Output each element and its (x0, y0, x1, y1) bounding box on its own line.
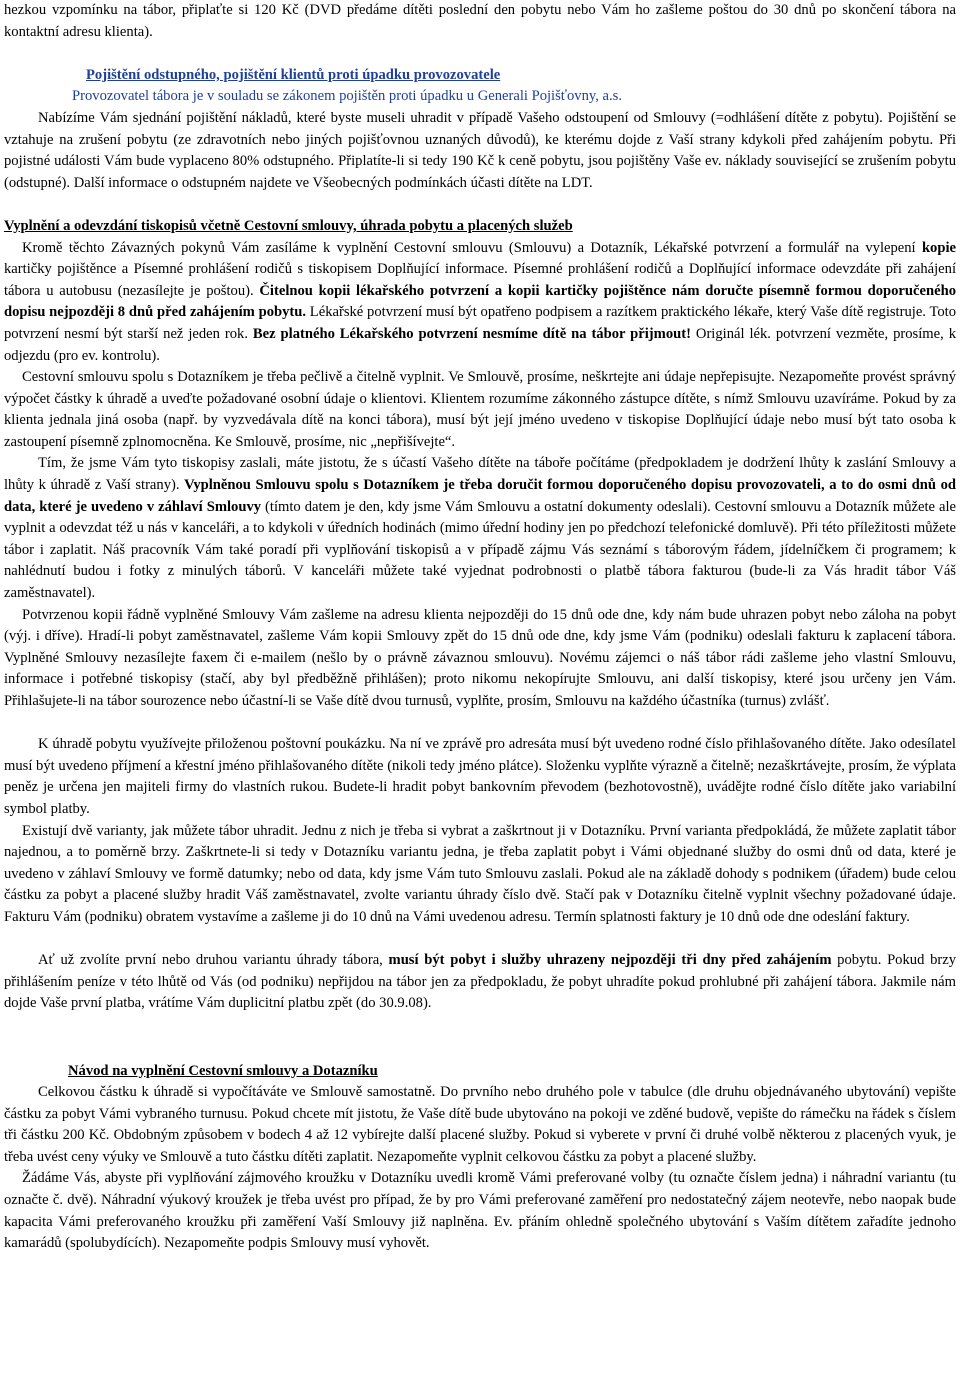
insurance-subtitle-text: Provozovatel tábora je v souladu se zákonem pojištěn proti úpadku u Generali Pojišťovny, a.s. (72, 88, 623, 105)
insurance-subtitle (4, 86, 956, 108)
insurance-heading (4, 65, 956, 87)
spacer (4, 194, 956, 216)
guide-heading (4, 1061, 956, 1083)
spacer (4, 1015, 956, 1039)
forms-paragraph-3 (4, 453, 956, 604)
payment-p3-c: pobytu. Pokud brzy přihlášením peníze v této lhůtě od Vás (od podniku) nepřijdou na tábor jen za předpokladu, že pobyt uhradíte pokud prohlubné při zahájení tábora. Jakmile nám dojde Vaše první platba, vrátíme Vám duplicitní platbu zpět (do 30.9.08). (4, 952, 957, 1012)
payment-p3-b: musí být pobyt i služby uhrazeny nejpozději tři dny před zahájením (388, 952, 832, 969)
forms-p1-e: Lékařské potvrzení musí být opatřeno podpisem a razítkem praktického lékaře, který Vaše dítě registruje. Toto potvrzení nesmí být starší než jeden rok. (4, 304, 956, 342)
intro-paragraph: hezkou vzpomínku na tábor, připlaťte si 120 Kč (DVD předáme dítěti poslední den pobytu nebo Vám ho zašleme poštou do 30 dnů po skončení tábora na kontaktní adresu klienta). (4, 2, 956, 40)
guide-paragraph-2: Žádáme Vás, abyste při vyplňování zájmového kroužku v Dotazníku uvedli kromě Vámi preferované volby (tu označte číslem jedna) i náhradní variantu (tu označte č. dvě). Náhradní výukový kroužek je třeba uvést pro případ, že by pro Vámi preferované zaměření pro nedostatečný zájem neotevře, nebo naopak bude kapacita Vámi preferovaného kroužku při zaměření Vaší Smlouvy již naplněna. Ev. přáním ohledně společného ubytování s Vaším dítětem zařadíte jednoho kamarádů (spolubydících). Nezapomeňte podpis Smlouvy musí vyhovět. (4, 1170, 956, 1252)
forms-p1-a: Kromě těchto Závazných pokynů Vám zasíláme k vyplnění Cestovní smlouvu (Smlouvu) a Dotazník, Lékařské potvrzení a formulář na vylepení (22, 239, 922, 256)
payment-paragraph-3 (4, 950, 956, 1015)
forms-heading (4, 216, 956, 238)
spacer (4, 929, 956, 951)
forms-p3-a: Tím, že jsme Vám tyto tiskopisy zaslali, máte jistotu, že s účastí Vašeho dítěte na táboře počítáme (předpokladem je dodržení lhůty k zaslání Smlouvy a lhůty k úhradě z Vaší strany). (4, 455, 956, 494)
spacer (4, 1039, 956, 1061)
forms-p1-g: Originál lék. potvrzení vezměte, prosíme, k odjezdu (pro ev. kontrolu). (4, 325, 957, 364)
forms-p1-b: kopie (921, 239, 956, 256)
guide-paragraph-1: Celkovou částku k úhradě si vypočítáváte ve Smlouvě samostatně. Do prvního nebo druhého pole v tabulce (dle druhu objednávaného ubytování) vepište částku za pobyt Vámi vybraného turnusu. Pokud chcete mít jistotu, že Vaše dítě bude ubytováno na pokoji ve zděné budově, vepište do rámečku na řádek s číslem tři částku 200 Kč. Obdobným způsobem v bodech 4 až 12 vybírejte další placené služby. Pokud si vyberete v první či druhé volbě některou z placených vyuk, je třeba uvést ceny výuky ve Smlouvě a tuto částku dítěti zaplatit. Nezapomeňte vyplnit celkovou částku za pobyt a placené služby. (4, 1084, 956, 1165)
spacer (4, 713, 956, 735)
forms-title: Vyplnění a odevzdání tiskopisů včetně Cestovní smlouvy, úhrada pobytu a placených služeb (4, 217, 573, 234)
forms-p3-b: Vyplněnou Smlouvu spolu s Dotazníkem je třeba doručit formou doporučeného dopisu provozovateli, a to do osmi dnů od data, které je uvedeno v záhlaví Smlouvy (4, 477, 957, 515)
payment-p3-a: Ať už zvolíte první nebo druhou variantu úhrady tábora, (38, 952, 389, 969)
insurance-body: Nabízíme Vám sjednání pojištění nákladů, které byste museli uhradit v případě Vašeho odstoupení od Smlouvy (=odhlášení dítěte z pobytu). Pojištění se vztahuje na zrušení pobytu (ze zdravotních nebo jiných pojišťovnou uznaných důvodů), ke kterému dojde z Vaší strany kdykoli před zahájením pobytu. Při pojistné události Vám bude vyplaceno 80% odstupného. Připlatíte-li si tedy 190 Kč k ceně pobytu, jsou pojištěny Vaše ev. náklady související se zrušením pobytu (odstupné). Další informace o odstupném najdete ve Všeobecných podmínkách účasti dítěte na LDT. (4, 109, 956, 191)
forms-paragraph-2: Cestovní smlouvu spolu s Dotazníkem je třeba pečlivě a čitelně vyplnit. Ve Smlouvě, prosíme, neškrtejte ani údaje nepřepisujte. Nezapomeňte provést správný výpočet částky k úhradě a uveďte požadované osobní údaje o klientovi. Klientem rozumíme zákonného zástupce dítěte, s nímž Smlouvu uzavíráme. Pokud by za klienta jednala jiná osoba (např. by vyzvedávala dítě na konci tábora), musí být její jméno uvedeno v tiskopise Doplňující údaje nebo musí být tato osoba k zastoupení písemně zplnomocněna. Ke Smlouvě, prosíme, nic „nepřišívejte“. (4, 369, 956, 450)
forms-p1-c: kartičky pojištěnce a Písemné prohlášení rodičů s tiskopisem Doplňující informace. Písemné prohlášení rodičů a Doplňující informace odevzdáte při zahájení tábora u autobusu (nezasílejte je poštou). (4, 261, 956, 299)
spacer (4, 43, 956, 65)
forms-p1-f: Bez platného Lékařského potvrzení nesmíme dítě na tábor přijmout! (252, 325, 691, 342)
forms-paragraph-4: Potvrzenou kopii řádně vyplněné Smlouvy Vám zašleme na adresu klienta nejpozději do 15 dnů ode dne, kdy nám bude uhrazen pobyt nebo záloha na pobyt (výj. i dříve). Hradí-li pobyt zaměstnavatel, zašleme Vám kopii Smlouvy zpět do 15 dnů ode dne, kdy jsme Vám (podniku) odeslali fakturu k zaplacení tábora. Vyplněné Smlouvy nezasílejte faxem či e-mailem (nešlo by o právně závaznou smlouvu). Novému zájemci o náš tábor rádi zašleme jeho vlastní Smlouvu, informace i potřebné tiskopisy (stačí, aby byl předběžně přihlášen); proto nikomu nekopírujte Smlouvu, ani další tiskopisy, které jsou určeny jen Vám. Přihlašujete-li na tábor sourozence nebo účastní-li se Vaše dítě dvou turnusů, vyplňte, prosím, Smlouvu na každého účastníka (turnus) zvlášť. (4, 606, 956, 709)
payment-paragraph-1: K úhradě pobytu využívejte přiloženou poštovní poukázku. Na ní ve zprávě pro adresáta musí být uvedeno rodné číslo přihlašovaného dítěte. Jako odesílatel musí být uvedeno příjmení a křestní jméno přihlašovaného dítěte (nikoli tedy jméno plátce). Složenku vyplňte výrazně a čitelně; nezaškrtávejte, prosím, že výplata peněz je určena jen majiteli firmy do vlastních rukou. Budete-li hradit pobyt bankovním převodem (bezhotovostně), uvádějte rodné číslo dítěte jako variabilní symbol platby. (4, 736, 956, 817)
forms-p3-c: (tímto datem je den, kdy jsme Vám Smlouvu a ostatní dokumenty odeslali). Cestovní smlouvu a Dotazník můžete ale vyplnit a odevzdat též u nás v kanceláři, a to kdykoli v úředních hodinách (mimo úřední hodiny jen po předchozí telefonické domluvě). Při této příležitosti můžete tábor i zaplatit. Náš pracovník Vám také poradí při vyplňování tiskopisů a v případě zájmu Vás seznámí s táborovým řádem, jídelníčkem či programem; k nahlédnutí budou i fotky z minulých táborů. V kanceláři můžete také vyjednat podrobnosti o platbě tábora fakturou (bude-li za Vás hradit tábor Váš zaměstnavatel). (4, 498, 956, 602)
payment-paragraph-2: Existují dvě varianty, jak můžete tábor uhradit. Jednu z nich je třeba si vybrat a zaškrtnout ji v Dotazníku. První varianta předpokládá, že můžete zaplatit tábor najednou, a to poměrně brzy. Zaškrtnete-li si tedy v Dotazníku variantu jedna, je třeba zaplatit pobyt i Vámi objednané služby do osmi dnů od data, které je uvedeno v záhlaví Smlouvy ve formě datumky; nebo od data, kdy jsme Vám tuto Smlouvu zaslali. Pokud ale na základě dohody s podnikem (úřadem) bude celou částku za pobyt a placené služby hradit Váš zaměstnavatel, zvolte variantu úhrady číslo dvě. Stačí pak v Dotazníku čitelně vyplnit všechny požadované údaje. Fakturu Vám (podniku) obratem vystavíme a zašleme ji do 10 dnů na Vámi uvedenou adresu. Termín splatnosti faktury je 10 dnů ode dne odeslání faktury. (4, 822, 956, 925)
forms-paragraph-1 (4, 238, 956, 368)
insurance-title: Pojištění odstupného, pojištění klientů proti úpadku provozovatele (86, 66, 501, 83)
forms-p1-d: Čitelnou kopii lékařského potvrzení a kopii kartičky pojištěnce nám doručte písemně formou doporučeného dopisu nejpozději 8 dnů před zahájením pobytu. (4, 282, 956, 321)
guide-title: Návod na vyplnění Cestovní smlouvy a Dotazníku (68, 1062, 378, 1079)
